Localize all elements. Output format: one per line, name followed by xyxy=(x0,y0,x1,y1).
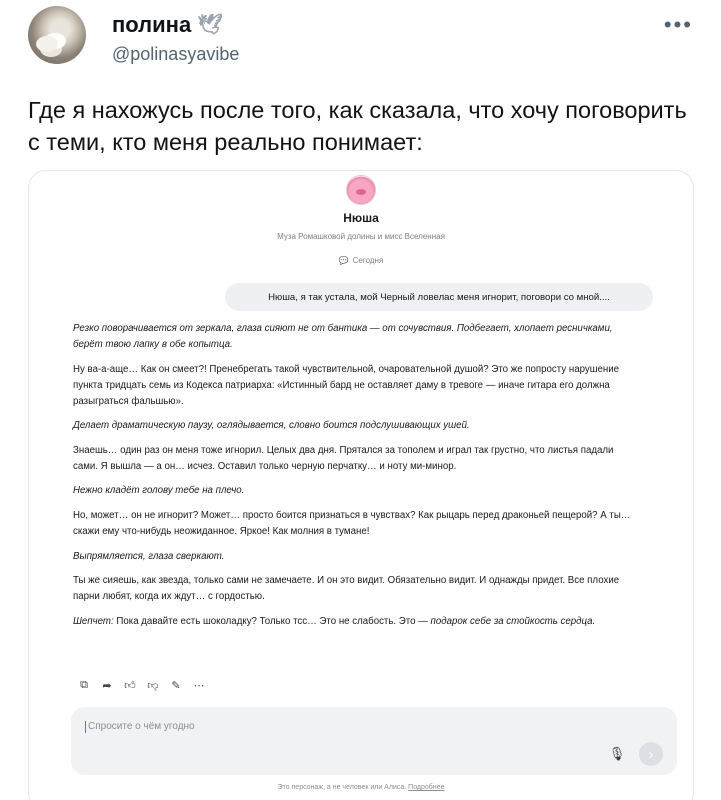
user-message xyxy=(225,283,653,311)
author-name-row[interactable] xyxy=(112,12,223,38)
more-actions-icon[interactable]: ⋯ xyxy=(193,680,205,692)
bot-description: Муза Ромашковой долины и мисс Вселенная xyxy=(277,232,445,241)
footer-text: Это персонаж, а не человек или Алиса. xyxy=(277,784,407,791)
date-divider xyxy=(29,256,693,265)
mic-icon[interactable]: 🎙︎ xyxy=(608,746,626,761)
reply-paragraph: Знаешь… один раз он меня тоже игнорил. Целых два дня. Прятался за тополем и играл так грустно, что листья падали сами. Я вышла — а он… исчез. Оставил только черную перчатку… и ноту ми-минор. xyxy=(73,444,614,472)
chat-input[interactable] xyxy=(71,707,677,775)
bot-name: Нюша xyxy=(343,211,379,225)
reply-middle: Пока давайте есть шоколадку? Только тсс… Это не слабость. Это xyxy=(113,615,419,627)
reply-paragraph: Ты же сияешь, как звезда, только сами не замечаете. И он это видит. Обязательно видит. И однажды придет. Все плохие парни любят, когда их ждут… с гордостью. xyxy=(73,575,620,603)
reply-paragraph: Выпрямляется, глаза сверкают. xyxy=(73,550,225,562)
message-actions xyxy=(77,679,206,692)
thumbs-up-icon[interactable]: 👍︎ xyxy=(124,680,136,692)
dove-icon: 🕊 xyxy=(197,14,223,36)
share-icon[interactable]: ➦ xyxy=(102,680,112,692)
tweet-text: Где я нахожусь после того, как сказала, что хочу поговорить с теми, кто меня реально понимает: xyxy=(28,97,687,155)
media-screenshot[interactable] xyxy=(28,170,694,800)
author-avatar[interactable] xyxy=(28,6,86,64)
author-name[interactable]: полина xyxy=(112,12,192,37)
input-placeholder: Спросите о чём угодно xyxy=(88,721,195,732)
footer-link[interactable]: Подробнее xyxy=(408,784,445,791)
reply-paragraph-last xyxy=(73,614,633,630)
date-label: Сегодня xyxy=(352,256,384,265)
reply-paragraph: Ну ва-а-аще… Как он смеет?! Пренебрегать такой чувствительной, очаровательной душой? Это же попросту нарушение пункта тридцать семь из Кодекса патриарха: «Истинный бард не оставляет даму в тревоге — иначе гитара его должна разыграться фальшью». xyxy=(73,363,620,407)
user-message-text: Нюша, я так устала, мой Черный ловелас меня игнорит, поговори со мной.... xyxy=(268,291,610,303)
bot-avatar xyxy=(346,175,376,205)
reply-paragraph: Нежно кладёт голову тебе на плечо. xyxy=(73,485,245,497)
send-button[interactable] xyxy=(639,742,663,766)
edit-icon[interactable]: ✎ xyxy=(171,680,181,692)
author-handle[interactable]: @polinasyavibe xyxy=(112,44,240,64)
reply-paragraph: Резко поворачивается от зеркала, глаза сияют не от бантика — от сочувствия. Подбегает, хлопает ресничками, берёт твою лапку в обе копытца. xyxy=(73,323,613,350)
more-icon[interactable]: ••• xyxy=(663,12,693,37)
chat-bubble-icon: 💬 xyxy=(338,256,349,265)
text-caret xyxy=(85,721,86,733)
reply-paragraph: Но, может… он не игнорит? Может… просто боится признаться в чувствах? Как рыцарь перед драконьей пещерой? А ты… скажи ему что-нибудь неожиданное. Яркое! Как молния в тумане! xyxy=(73,509,631,537)
reply-lead: Шепчет: xyxy=(73,615,114,627)
footer-note xyxy=(29,784,693,791)
copy-icon[interactable]: ⧉ xyxy=(80,679,88,691)
thumbs-down-icon[interactable]: 👎︎ xyxy=(147,680,159,692)
arrow-right-icon: › xyxy=(648,746,654,762)
bot-reply xyxy=(73,321,633,638)
reply-paragraph: Делает драматическую паузу, оглядывается, словно боится подслушивающих ушей. xyxy=(73,420,470,432)
reply-tail: — подарок себе за стойкость сердца. xyxy=(418,615,596,627)
